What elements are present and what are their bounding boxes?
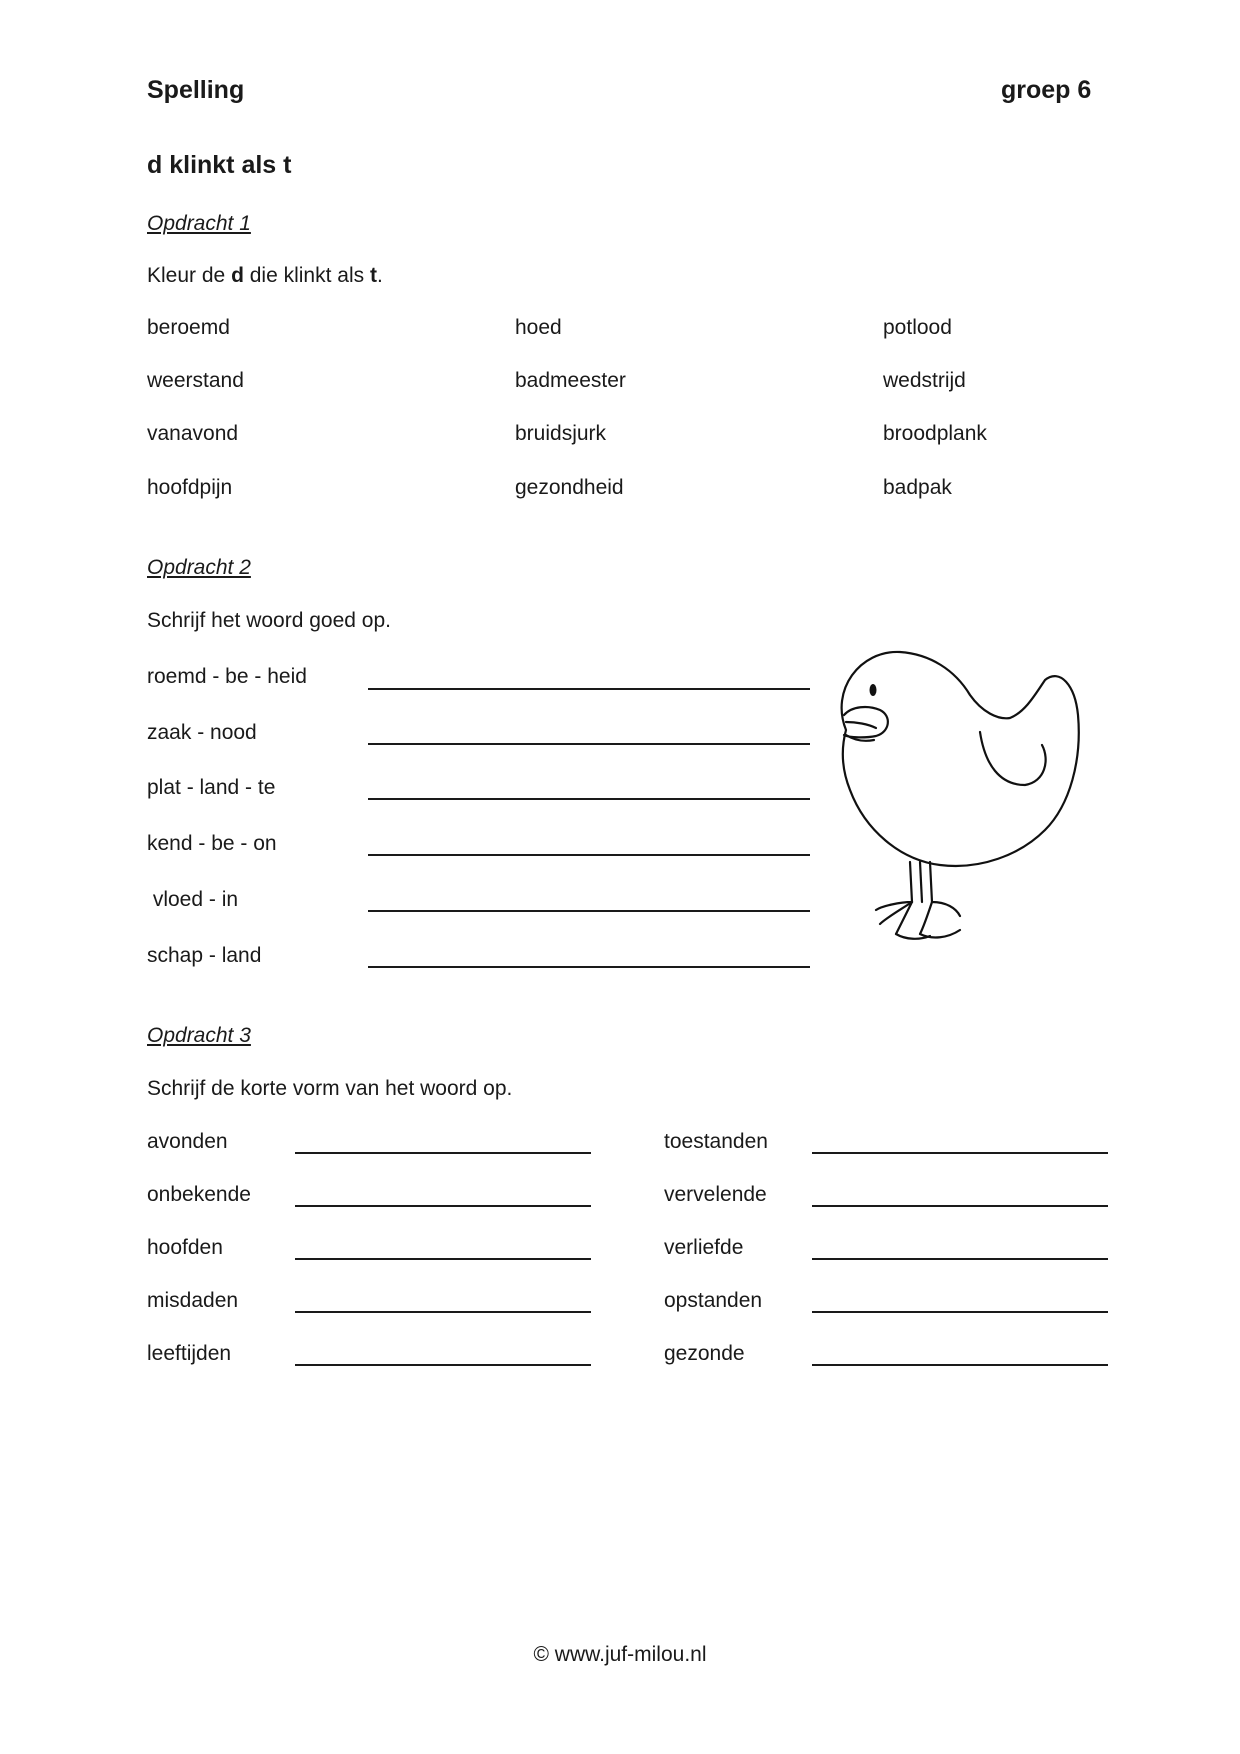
word-item[interactable]: hoofdpijn <box>147 476 233 499</box>
answer-line[interactable] <box>368 743 810 745</box>
long-form-word: toestanden <box>664 1130 768 1153</box>
long-form-word: verliefde <box>664 1236 744 1259</box>
answer-line[interactable] <box>368 910 810 912</box>
letter-d: d <box>231 264 244 287</box>
answer-line[interactable] <box>812 1258 1108 1260</box>
word-item[interactable]: badpak <box>883 476 952 499</box>
grade-label: groep 6 <box>1001 76 1092 104</box>
long-form-word: gezonde <box>664 1342 745 1365</box>
exercise-1-instruction <box>147 264 383 288</box>
scrambled-word: zaak - nood <box>147 721 257 744</box>
copyright-footer: © www.juf-milou.nl <box>533 1643 707 1666</box>
answer-line[interactable] <box>812 1311 1108 1313</box>
word-item[interactable]: beroemd <box>147 316 230 339</box>
long-form-word: misdaden <box>147 1289 239 1312</box>
answer-line[interactable] <box>295 1205 591 1207</box>
letter-t: t <box>369 264 377 287</box>
word-item[interactable]: vanavond <box>147 422 239 445</box>
long-form-word: vervelende <box>664 1183 767 1206</box>
answer-line[interactable] <box>812 1364 1108 1366</box>
answer-line[interactable] <box>368 854 810 856</box>
instruction-text: die klinkt als <box>243 264 370 287</box>
long-form-word: hoofden <box>147 1236 223 1259</box>
exercise-3-instruction: Schrijf de korte vorm van het woord op. <box>147 1077 513 1100</box>
scrambled-word: vloed - in <box>147 888 239 911</box>
word-item[interactable]: weerstand <box>147 369 244 392</box>
scrambled-word: roemd - be - heid <box>147 665 307 688</box>
word-item[interactable]: gezondheid <box>515 476 624 499</box>
exercise-3-heading: Opdracht 3 <box>147 1024 251 1047</box>
word-item[interactable]: badmeester <box>515 369 626 392</box>
subject-label: Spelling <box>147 76 245 104</box>
long-form-word: onbekende <box>147 1183 251 1206</box>
answer-line[interactable] <box>368 966 810 968</box>
chick-drawing-icon <box>820 640 1160 980</box>
answer-line[interactable] <box>295 1152 591 1154</box>
instruction-text: . <box>376 264 383 287</box>
answer-line[interactable] <box>295 1258 591 1260</box>
word-item[interactable]: potlood <box>883 316 952 339</box>
scrambled-word: kend - be - on <box>147 832 277 855</box>
exercise-1-heading: Opdracht 1 <box>147 212 251 235</box>
word-item[interactable]: bruidsjurk <box>515 422 607 445</box>
answer-line[interactable] <box>368 798 810 800</box>
scrambled-word: plat - land - te <box>147 776 276 799</box>
word-item[interactable]: broodplank <box>883 422 987 445</box>
answer-line[interactable] <box>812 1152 1108 1154</box>
word-item[interactable]: hoed <box>515 316 562 339</box>
answer-line[interactable] <box>295 1311 591 1313</box>
word-item[interactable]: wedstrijd <box>883 369 966 392</box>
scrambled-word: schap - land <box>147 944 262 967</box>
exercise-2-heading: Opdracht 2 <box>147 556 251 579</box>
answer-line[interactable] <box>812 1205 1108 1207</box>
exercise-2-instruction: Schrijf het woord goed op. <box>147 609 391 632</box>
long-form-word: avonden <box>147 1130 228 1153</box>
page-title: d klinkt als t <box>147 151 292 179</box>
instruction-text: Kleur de <box>147 264 232 287</box>
answer-line[interactable] <box>368 688 810 690</box>
long-form-word: leeftijden <box>147 1342 232 1365</box>
long-form-word: opstanden <box>664 1289 763 1312</box>
answer-line[interactable] <box>295 1364 591 1366</box>
